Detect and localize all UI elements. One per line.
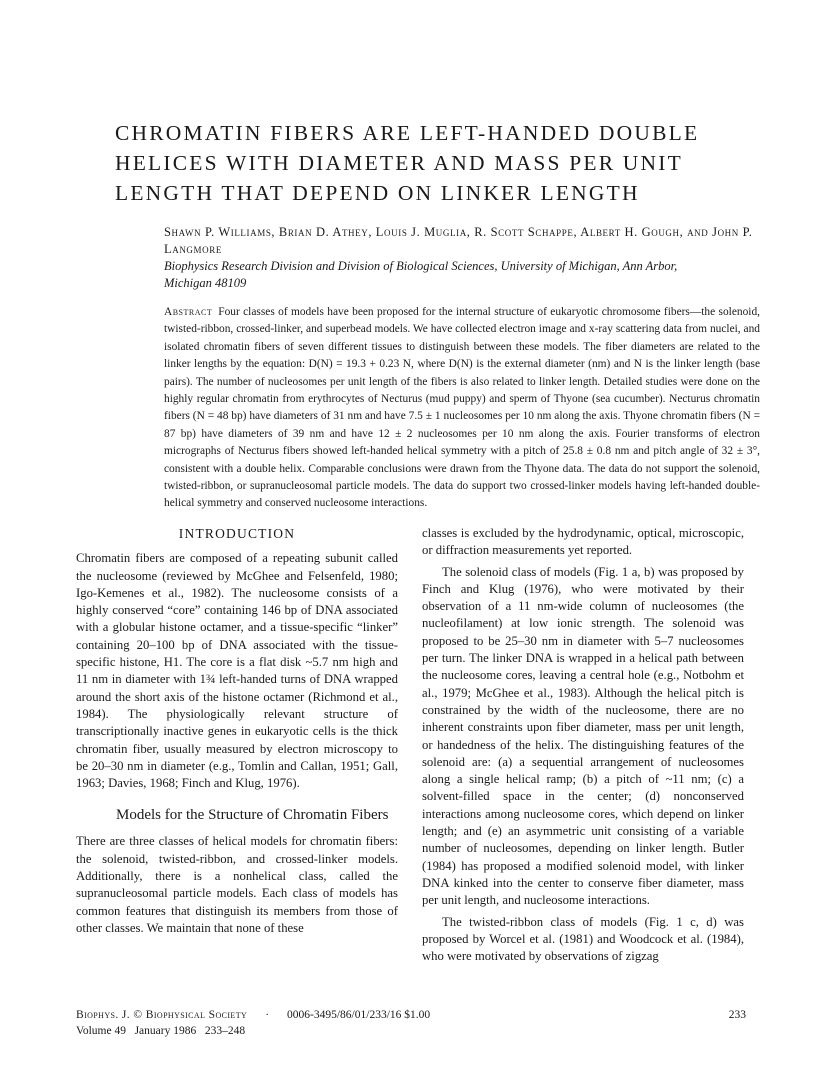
solenoid-paragraph: The solenoid class of models (Fig. 1 a, b) was proposed by Finch and Klug (1976), who were motivated by their observation of a 11 nm-wide column of nucleosomes (the nucleofilament) at low ionic strength. The solenoid was proposed to be 25–30 nm in diameter with 5–7 nucleosomes per turn. The linker DNA is wrapped in a helical path between the nucleosome cores, leaving a central hole (e.g., Notbohm et al., 1979; McGhee et al., 1983). Although the helical pitch is constrained by the width of the nucleosome, there are no inherent constraints upon fiber diameter, mass per unit length, or handedness of the helix. The distinguishing features of the solenoid are: (a) a sequential arrangement of nucleosomes along a single helical ramp; (b) a pitch of ~11 nm; (c) a solvent-filled space in the center; (d) nonconserved interactions among nucleosome cores, which depend on linker length; and (e) an asymmetric unit consisting of a variable number of nucleosomes, depending on linker length. Butler (1984) has proposed a modified solenoid model, with linker DNA kinked into the center to conserve fiber diameter, mass per unit length, and nucleosome interactions.: [422, 564, 744, 908]
section-heading-introduction: INTRODUCTION: [178, 526, 296, 541]
article-code: 0006-3495/86/01/233/16 $1.00: [287, 1009, 431, 1021]
twisted-ribbon-paragraph: The twisted-ribbon class of models (Fig. 1 c, d) was proposed by Worcel et al. (1981) and Woodcock et al. (1984), who were motivated by observations of zigzag: [422, 914, 744, 964]
abstract-label: Abstract: [164, 306, 213, 318]
models-paragraph: There are three classes of helical models for chromatin fibers: the solenoid, twisted-ribbon, and crossed-linker models. Additionally, there is a nonhelical class, called the supranucleosomal particle models. Each class of models has common features that distinguish its members from those of other classes. We maintain that none of these: [76, 834, 398, 935]
volume-info: Volume 49 January 1986 233–248: [76, 1025, 246, 1037]
author-list: Shawn P. Williams, Brian D. Athey, Louis J. Muglia, R. Scott Schappe, Albert H. Gough, and John P. Langmore: [164, 225, 753, 256]
journal-credit: Biophys. J. © Biophysical Society: [76, 1009, 248, 1021]
abstract: [164, 304, 760, 513]
right-column: [422, 525, 744, 965]
paper-title: CHROMATIN FIBERS ARE LEFT-HANDED DOUBLE HELICES WITH DIAMETER AND MASS PER UNIT LENGTH THAT DEPEND ON LINKER LENGTH: [115, 121, 700, 205]
left-column: [76, 525, 398, 937]
subsection-heading-models: Models for the Structure of Chromatin Fibers: [116, 807, 389, 824]
intro-paragraph: Chromatin fibers are composed of a repeating subunit called the nucleosome (reviewed by McGhee and Felsenfeld, 1980; Igo-Kemenes et al., 1982). The nucleosome consists of a highly conserved “core” containing 146 bp of DNA associated with a globular histone octamer, and a tissue-specific “linker” containing 20–100 bp of DNA associated with the tissue-specific histone, H1. The core is a flat disk ~5.7 nm high and 11 nm in diameter with 1¾ left-handed turns of DNA wrapped around the short axis of the histone octamer (Richmond et al., 1984). The physiologically relevant structure of transcriptionally inactive genes in eukaryotic cells is the thick chromatin fiber, usually measured by electron microscopy to be 20–30 nm in diameter (e.g., Tomlin and Callan, 1951; Gall, 1963; Davies, 1968; Finch and Klug, 1976).: [76, 551, 398, 791]
page-number: 233: [728, 1009, 746, 1021]
continuation-paragraph: classes is excluded by the hydrodynamic, optical, microscopic, or diffraction measurements yet reported.: [422, 526, 744, 558]
abstract-text: Four classes of models have been proposed for the internal structure of eukaryotic chromosome fibers—the solenoid, twisted-ribbon, crossed-linker, and superbead models. We have collected electron image and x-ray scattering data from nuclei, and isolated chromatin fibers of seven different tissues to distinguish between these models. The fiber diameters are related to the linker lengths by the equation: D(N) = 19.3 + 0.23 N, where D(N) is the external diameter (nm) and N is the linker length (base pairs). The number of nucleosomes per unit length of the fibers is also related to linker length. Detailed studies were done on the highly regular chromatin from erythrocytes of Necturus (mud puppy) and sperm of Thyone (sea cucumber). Necturus chromatin fibers (N = 48 bp) have diameters of 31 nm and have 7.5 ± 1 nucleosomes per 10 nm along the axis. Thyone chromatin fibers (N = 87 bp) have diameters of 39 nm and have 12 ± 2 nucleosomes per 10 nm along the axis. Fourier transforms of electron micrographs of Necturus fibers showed left-handed helical symmetry with a pitch of 25.8 ± 0.8 nm and pitch angle of 32 ± 3°, consistent with a double helix. Comparable conclusions were drawn from the Thyone data. The data do not support the solenoid, twisted-ribbon, or supranucleosomal particle models. The data do support two crossed-linker models having left-handed double-helical symmetry and conserved nucleosome interactions.: [164, 306, 760, 510]
page-footer: [76, 1007, 746, 1039]
footer-separator: ·: [265, 1009, 270, 1021]
affiliation: Biophysics Research Division and Division of Biological Sciences, University of Michigan, Ann Arbor, Michigan 48109: [164, 259, 678, 290]
